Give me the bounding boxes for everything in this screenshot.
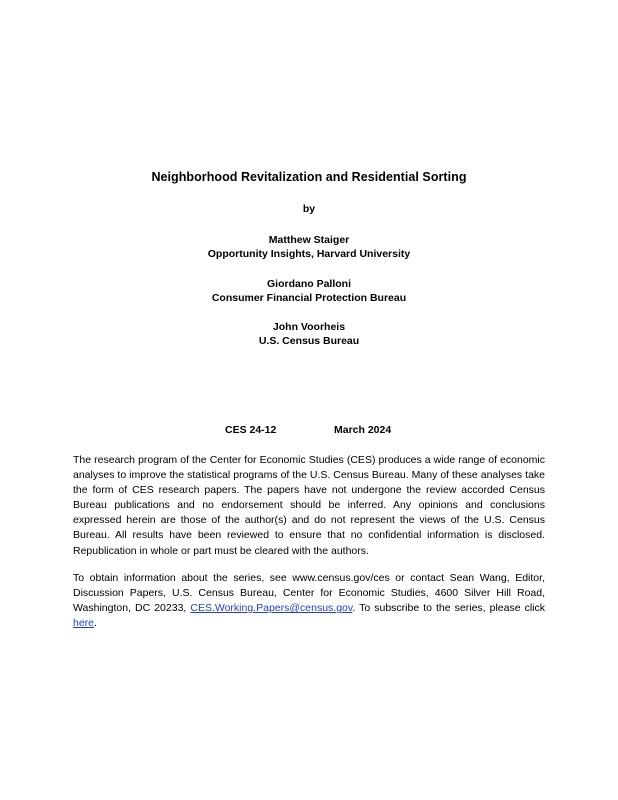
author-affiliation: Opportunity Insights, Harvard University xyxy=(207,248,411,260)
email-link[interactable]: CES.Working.Papers@census.gov xyxy=(190,602,353,615)
paper-date: March 2024 xyxy=(334,424,392,436)
paper-number: CES 24-12 xyxy=(225,424,277,436)
by-line: by xyxy=(302,203,316,215)
disclaimer-paragraph: The research program of the Center for Economic Studies (CES) produces a wide range of economic analyses to improve the statistical programs of the U.S. Census Bureau. Many of these analyses take the form of CES research papers. The papers have not undergone the review accorded Census Bureau publications and no endorsement should be inferred. Any opinions and conclusions expressed herein are those of the author(s) and do not represent the views of the U.S. Census Bureau. All results have been reviewed to ensure that no confidential information is disclosed. Republication in whole or part must be cleared with the authors. xyxy=(73,454,545,557)
author-name: Matthew Staiger xyxy=(268,234,350,246)
author-affiliation: U.S. Census Bureau xyxy=(258,335,360,347)
author-name: Giordano Palloni xyxy=(266,278,351,290)
subscribe-link[interactable]: here xyxy=(73,617,95,630)
author-affiliation: Consumer Financial Protection Bureau xyxy=(211,292,407,304)
author-name: John Voorheis xyxy=(272,321,346,333)
contact-subscribe-text: . To subscribe to the series, please click xyxy=(352,602,545,615)
contact-end-period: . xyxy=(94,617,97,630)
paper-title: Neighborhood Revitalization and Residential Sorting xyxy=(151,170,467,184)
contact-paragraph xyxy=(73,571,545,631)
contact-text: To obtain information about the series, see www.census.gov/ces or contact Sean Wang, Editor, Discussion Papers, U.S. Census Bureau, Center for Economic Studies, 4600 Silver Hill Road, Washington, DC 20233, xyxy=(73,572,545,615)
